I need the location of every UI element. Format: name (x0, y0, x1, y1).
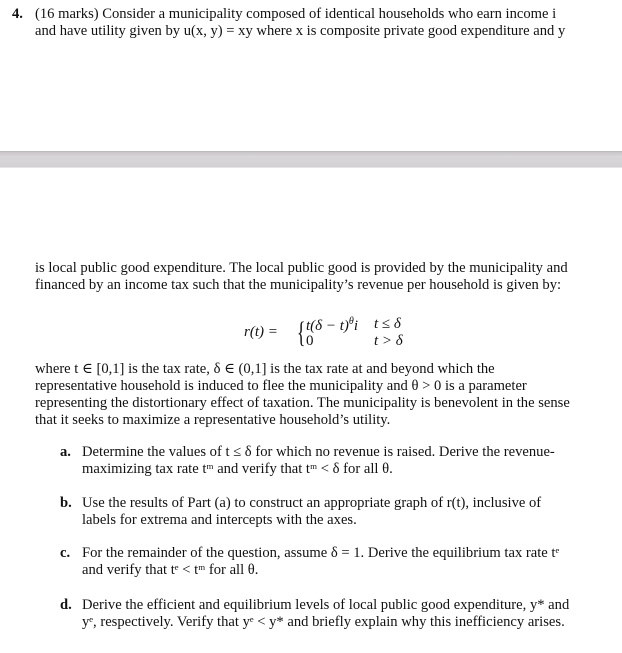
part-text-line: For the remainder of the question, assume δ = 1. Derive the equilibrium tax rate tᵉ (82, 545, 560, 561)
part-text-line: Derive the efficient and equilibrium levels of local public good expenditure, y* and (82, 597, 570, 613)
part-label: c. (60, 545, 71, 561)
part-text-line: labels for extrema and intercepts with the axes. (82, 512, 357, 528)
equation-lhs: r(t) = (244, 324, 278, 340)
question-text-line: financed by an income tax such that the municipality’s revenue per household is given by: (35, 277, 562, 293)
part-text-line: yᵉ, respectively. Verify that yᵉ < y* and briefly explain why this inefficiency arises. (82, 614, 565, 630)
question-text-line: where t ∈ [0,1] is the tax rate, δ ∈ (0,1] is the tax rate at and beyond which the (35, 361, 495, 377)
question-text-line: that it seeks to maximize a representative household’s utility. (35, 412, 391, 428)
question-text-line: representing the distortionary effect of taxation. The municipality is benevolent in the sense (35, 395, 570, 411)
question-text-line: (16 marks) Consider a municipality composed of identical households who earn income i (35, 6, 557, 22)
part-label: a. (60, 444, 71, 460)
part-label: b. (60, 495, 72, 511)
part-text-line: maximizing tax rate tᵐ and verify that tᵐ < δ for all θ. (82, 461, 393, 477)
part-label: d. (60, 597, 72, 613)
question-text-line: and have utility given by u(x, y) = xy where x is composite private good expenditure and y (35, 23, 566, 39)
question-text-line: representative household is induced to flee the municipality and θ > 0 is a parameter (35, 378, 527, 394)
equation-case2-condition: t > δ (374, 333, 403, 349)
page-break-divider (0, 151, 622, 168)
part-text-line: and verify that tᵉ < tᵐ for all θ. (82, 562, 259, 578)
part-text-line: Determine the values of t ≤ δ for which no revenue is raised. Derive the revenue- (82, 444, 555, 460)
equation-case1: $t(\delta - t)^\theta i$ (306, 316, 359, 334)
equation-brace: { (296, 316, 306, 349)
equation-case1-condition: t ≤ δ (374, 316, 401, 332)
question-text-line: is local public good expenditure. The local public good is provided by the municipality and (35, 260, 568, 276)
equation-case2: 0 (306, 333, 314, 349)
question-number: 4. (12, 6, 23, 22)
part-text-line: Use the results of Part (a) to construct an appropriate graph of r(t), inclusive of (82, 495, 542, 511)
